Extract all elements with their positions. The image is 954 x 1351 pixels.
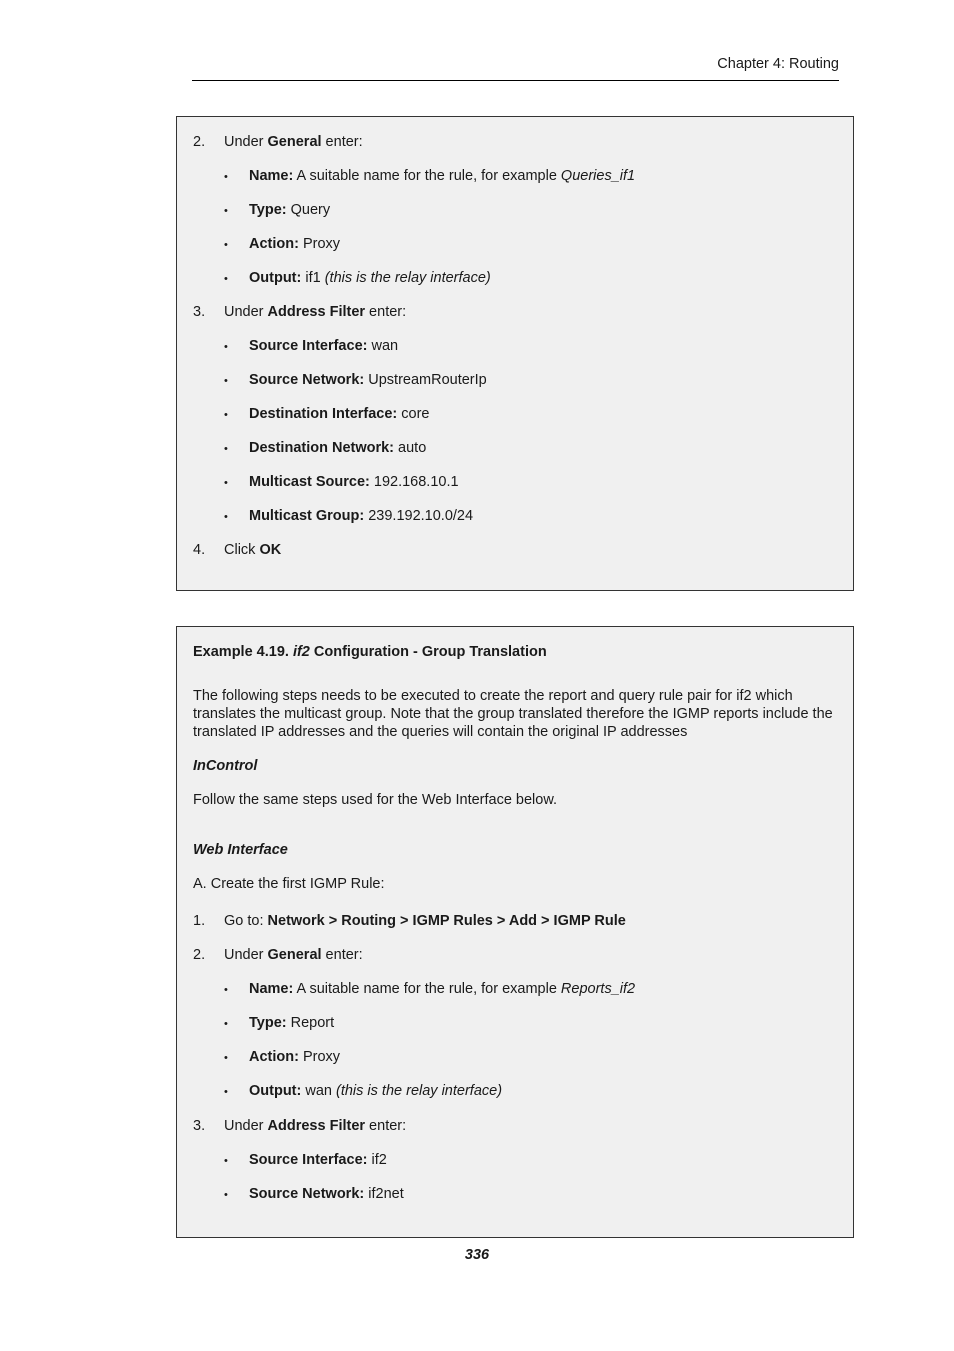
bullet-icon: • <box>224 1052 228 1064</box>
list-item: Name: A suitable name for the rule, for example Reports_if2 <box>249 981 636 997</box>
list-item: Output: if1 (this is the relay interface) <box>249 270 491 286</box>
step-text: Click OK <box>224 542 282 558</box>
bullet-icon: • <box>224 239 228 251</box>
list-item: Type: Query <box>249 202 331 218</box>
bullet-icon: • <box>224 511 228 523</box>
list-item: Multicast Group: 239.192.10.0/24 <box>249 508 474 524</box>
bullet-icon: • <box>224 409 228 421</box>
list-item: Destination Network: auto <box>249 440 427 456</box>
step-number: 2. <box>193 134 206 150</box>
bullet-icon: • <box>224 171 228 183</box>
bullet-icon: • <box>224 1018 228 1030</box>
header-divider <box>192 80 839 81</box>
intro-paragraph: The following steps needs to be executed to create the report and query rule pair for if2 which translates the multicast group. Note that the group translated therefore the IGMP reports include the translated IP addresses and the queries will contain the original IP addresses <box>193 688 833 740</box>
step-number: 3. <box>193 304 206 320</box>
list-item: Action: Proxy <box>249 1049 341 1065</box>
chapter-title: Chapter 4: Routing <box>717 56 839 72</box>
step-number: 3. <box>193 1118 206 1134</box>
step-text: Under Address Filter enter: <box>224 1118 407 1134</box>
list-item: Source Network: UpstreamRouterIp <box>249 372 487 388</box>
bullet-icon: • <box>224 477 228 489</box>
bullet-icon: • <box>224 1189 228 1201</box>
list-item: Name: A suitable name for the rule, for example Queries_if1 <box>249 168 636 184</box>
list-item: Type: Report <box>249 1015 335 1031</box>
example-title: Example 4.19. if2 Configuration - Group Translation <box>193 644 547 660</box>
section-heading-incontrol: InControl <box>193 758 258 774</box>
list-item: Destination Interface: core <box>249 406 430 422</box>
list-item: Action: Proxy <box>249 236 341 252</box>
page-number: 336 <box>464 1247 490 1263</box>
step-text: Under Address Filter enter: <box>224 304 407 320</box>
step-number: 2. <box>193 947 206 963</box>
step-number: 1. <box>193 913 206 929</box>
create-rule-text: A. Create the first IGMP Rule: <box>193 876 385 892</box>
step-text: Under General enter: <box>224 134 363 150</box>
list-item: Multicast Source: 192.168.10.1 <box>249 474 459 490</box>
bullet-icon: • <box>224 1155 228 1167</box>
bullet-icon: • <box>224 375 228 387</box>
step-number: 4. <box>193 542 206 558</box>
list-item: Source Interface: if2 <box>249 1152 387 1168</box>
example-box <box>176 626 854 1238</box>
list-item: Source Interface: wan <box>249 338 399 354</box>
bullet-icon: • <box>224 205 228 217</box>
step-text: Under General enter: <box>224 947 363 963</box>
continued-steps-box <box>176 116 854 591</box>
bullet-icon: • <box>224 443 228 455</box>
step-text: Go to: Network > Routing > IGMP Rules > Add > IGMP Rule <box>224 913 626 929</box>
bullet-icon: • <box>224 341 228 353</box>
incontrol-text: Follow the same steps used for the Web Interface below. <box>193 792 558 808</box>
list-item: Source Network: if2net <box>249 1186 404 1202</box>
bullet-icon: • <box>224 1086 228 1098</box>
section-heading-web-interface: Web Interface <box>193 842 288 858</box>
bullet-icon: • <box>224 273 228 285</box>
bullet-icon: • <box>224 984 228 996</box>
list-item: Output: wan (this is the relay interface) <box>249 1083 503 1099</box>
